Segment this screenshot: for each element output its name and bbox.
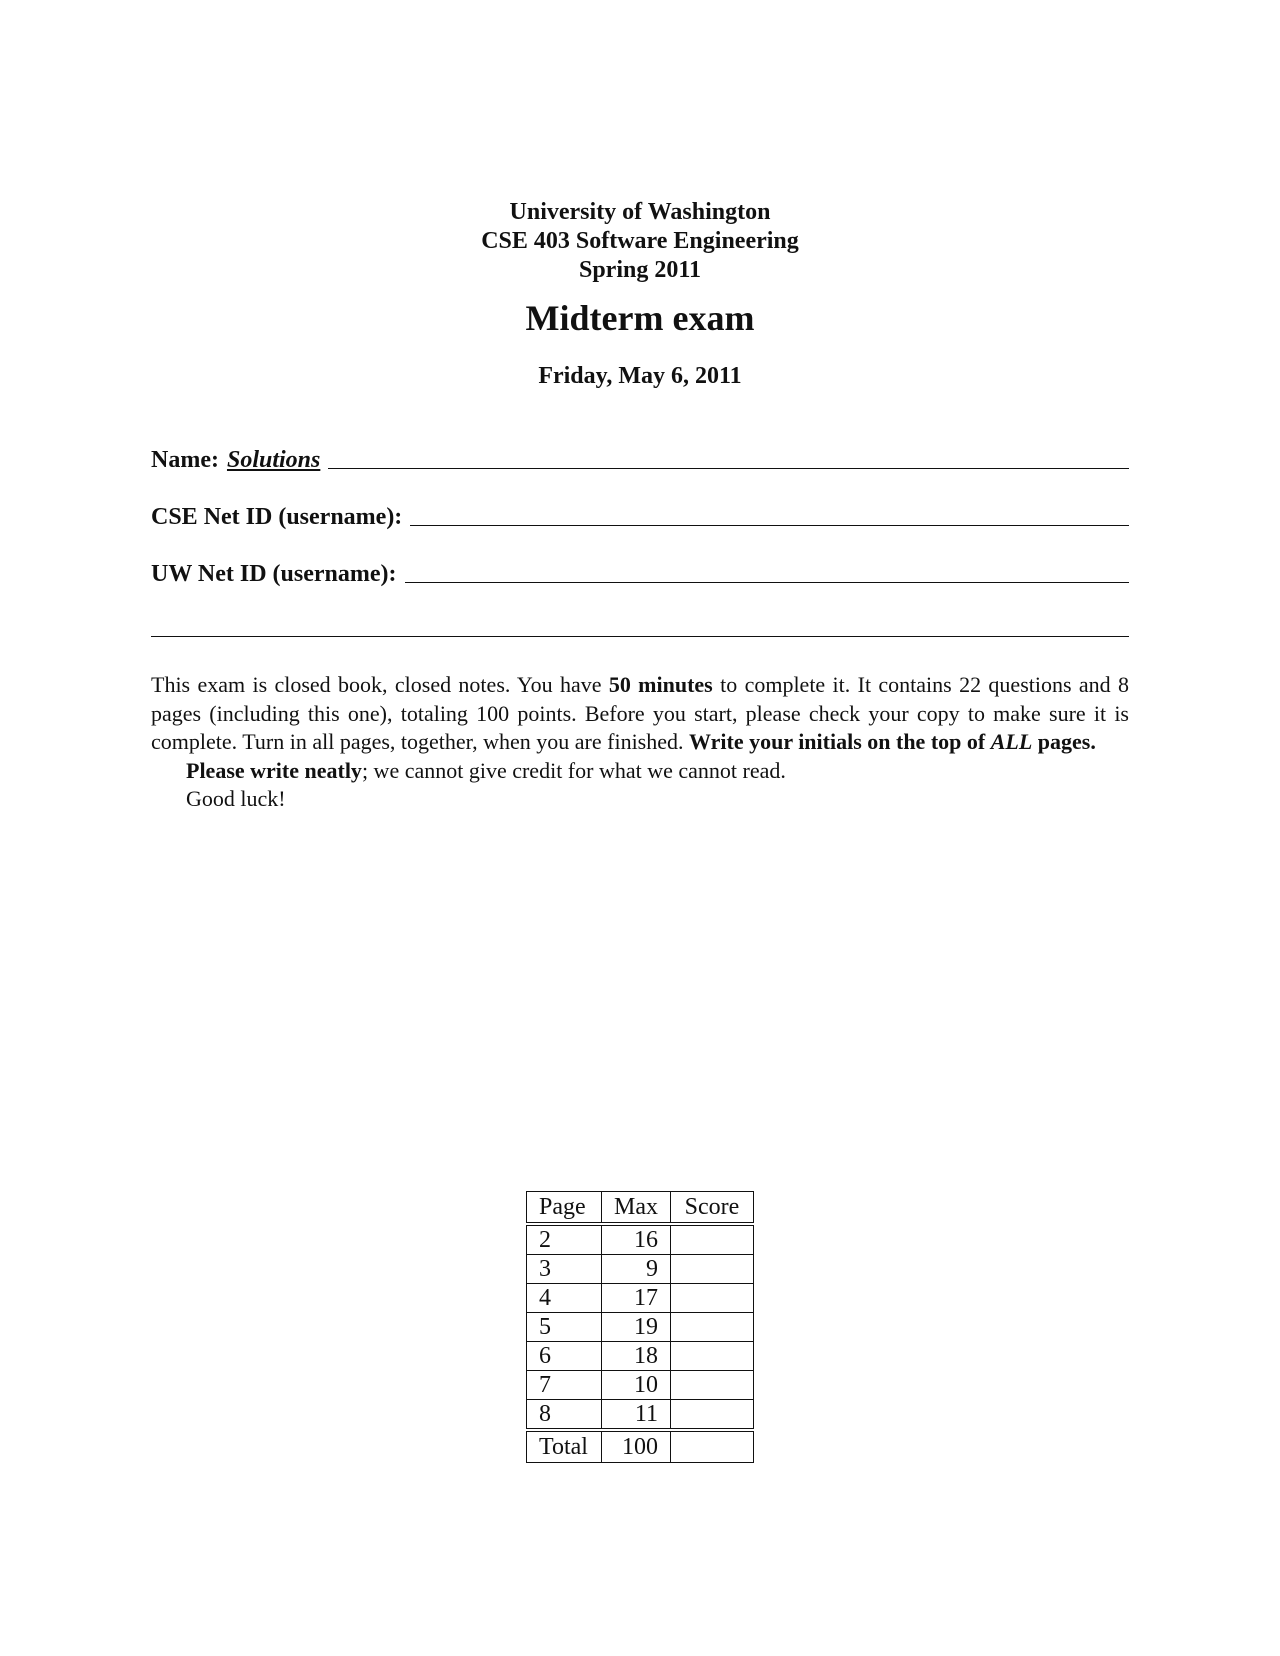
header-max: Max — [602, 1192, 671, 1225]
name-value: Solutions — [226, 447, 321, 473]
total-max: 100 — [602, 1430, 671, 1463]
neatness-paragraph — [151, 757, 1129, 786]
name-underline — [328, 468, 1129, 469]
row-max: 11 — [602, 1400, 671, 1431]
cse-netid-underline — [410, 525, 1129, 526]
instructions-paragraph — [151, 671, 1129, 757]
all-emphasis: ALL — [990, 729, 1033, 754]
row-max: 19 — [602, 1313, 671, 1342]
table-row — [527, 1342, 754, 1371]
table-row — [527, 1224, 754, 1255]
row-score — [671, 1255, 754, 1284]
row-page: 6 — [527, 1342, 602, 1371]
total-label: Total — [527, 1430, 602, 1463]
good-luck: Good luck! — [186, 786, 286, 811]
time-limit: 50 minutes — [608, 672, 713, 697]
row-page: 7 — [527, 1371, 602, 1400]
university-name: University of Washington — [509, 199, 771, 225]
initials-text-end: pages. — [1032, 729, 1096, 754]
separator-rule — [151, 636, 1129, 637]
row-score — [671, 1400, 754, 1431]
row-score — [671, 1313, 754, 1342]
term: Spring 2011 — [578, 257, 702, 283]
header-page: Page — [527, 1192, 602, 1225]
name-label: Name: — [151, 447, 219, 473]
row-page: 5 — [527, 1313, 602, 1342]
table-row — [527, 1400, 754, 1431]
row-page: 3 — [527, 1255, 602, 1284]
exam-title: Midterm exam — [525, 298, 755, 338]
name-field — [151, 446, 1129, 475]
uw-netid-label: UW Net ID (username): — [151, 561, 397, 587]
row-max: 17 — [602, 1284, 671, 1313]
cse-netid-label: CSE Net ID (username): — [151, 504, 403, 530]
neatness-text: ; we cannot give credit for what we cannot read. — [361, 757, 786, 783]
row-page: 2 — [527, 1224, 602, 1255]
row-max: 9 — [602, 1255, 671, 1284]
score-table-total — [527, 1430, 754, 1463]
uw-netid-underline — [405, 582, 1129, 583]
course-header — [0, 198, 1280, 285]
table-row — [527, 1255, 754, 1284]
uw-netid-field — [151, 560, 1129, 589]
score-table-header — [527, 1192, 754, 1225]
row-score — [671, 1284, 754, 1313]
row-page: 4 — [527, 1284, 602, 1313]
instructions — [151, 671, 1129, 814]
table-row — [527, 1313, 754, 1342]
instructions-text: to complete it. It contains 22 questions and 8 pages (including this one), totaling 100 points. Before you start, please check your copy to make sure it is complete. Turn in all pages, together, when you are finished. — [151, 672, 1130, 754]
header-score: Score — [671, 1192, 754, 1225]
row-max: 10 — [602, 1371, 671, 1400]
exam-date: Friday, May 6, 2011 — [538, 363, 742, 389]
initials-instruction — [689, 729, 1096, 754]
row-score — [671, 1224, 754, 1255]
row-max: 18 — [602, 1342, 671, 1371]
course-name: CSE 403 Software Engineering — [481, 228, 799, 254]
initials-text: Write your initials on the top of — [689, 729, 991, 754]
score-table — [526, 1191, 754, 1463]
total-score — [671, 1430, 754, 1463]
row-score — [671, 1371, 754, 1400]
neatness-emphasis: Please write neatly — [186, 757, 362, 783]
row-page: 8 — [527, 1400, 602, 1431]
row-score — [671, 1342, 754, 1371]
instructions-text: This exam is closed book, closed notes. You have — [151, 672, 609, 697]
table-row — [527, 1284, 754, 1313]
row-max: 16 — [602, 1224, 671, 1255]
cse-netid-field — [151, 503, 1129, 532]
table-row — [527, 1371, 754, 1400]
